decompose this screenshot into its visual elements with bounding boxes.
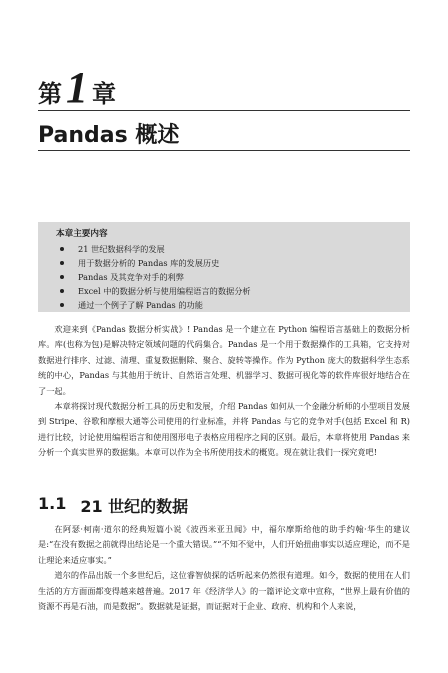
chapter-title: Pandas 概述 bbox=[38, 123, 180, 148]
chapter-number: 1 bbox=[66, 63, 88, 112]
intro-text bbox=[38, 322, 410, 461]
summary-heading: 本章主要内容 bbox=[56, 229, 108, 239]
bullet-icon bbox=[60, 261, 64, 265]
summary-item-text: 21 世纪数据科学的发展 bbox=[78, 244, 165, 254]
summary-item bbox=[56, 270, 396, 284]
intro-paragraph: 欢迎来到《Pandas 数据分析实战》! Pandas 是一个建立在 Python 编程语言基础上的数据分析库。库(也称为包)是解决特定领域问题的代码集合。Pandas 是一个用于数据操作的工具箱，它支持对数据进行排序、过滤、清理、重复数据删除、聚合、旋转等操作。作为 Python 庞大的数据科学生态系统的中心，Pandas 与其他用于统计、自然语言处理、机器学习、数据可视化等的软件库很好地结合在了一起。 bbox=[38, 324, 410, 396]
chapter-heading bbox=[38, 63, 116, 112]
summary-item-text: Pandas 及其竞争对手的利弊 bbox=[78, 272, 184, 282]
summary-item-text: 用于数据分析的 Pandas 库的发展历史 bbox=[78, 258, 220, 268]
bullet-icon bbox=[60, 289, 64, 293]
chapter-suffix: 章 bbox=[92, 80, 116, 108]
summary-item bbox=[56, 298, 396, 312]
section-paragraph: 道尔的作品出版一个多世纪后，这位睿智侦探的话听起来仍然很有道理。如今，数据的使用在人们生活的方方面面都变得越来越普遍。2017 年《经济学人》的一篇评论文章中宣称，“世界上最有价值的资源不再是石油，而是数据”。数据就是证据，而证据对于企业、政府、机构和个人来说， bbox=[38, 570, 410, 612]
chapter-rule-bottom bbox=[38, 150, 410, 151]
summary-item bbox=[56, 242, 396, 256]
section-text bbox=[38, 522, 410, 614]
summary-list bbox=[56, 242, 396, 312]
summary-item bbox=[56, 284, 396, 298]
bullet-icon bbox=[60, 275, 64, 279]
bullet-icon bbox=[60, 303, 64, 307]
chapter-prefix: 第 bbox=[38, 80, 62, 108]
section-number: 1.1 bbox=[38, 494, 67, 513]
chapter-rule-top bbox=[38, 110, 410, 111]
intro-paragraph: 本章将探讨现代数据分析工具的历史和发展，介绍 Pandas 如何从一个金融分析师的小型项目发展到 Stripe、谷歌和摩根大通等公司使用的行业标准，并将 Pandas 与它的竞争对手(包括 Excel 和 R)进行比较，讨论使用编程语言和使用图形电子表格应用程序之间的区别。最后，本章将使用 Pandas 来分析一个真实世界的数据集。本章可以作为全书所使用技术的概览。现在就让我们一探究竟吧! bbox=[38, 401, 410, 458]
summary-item-text: 通过一个例子了解 Pandas 的功能 bbox=[78, 300, 203, 310]
summary-item-text: Excel 中的数据分析与使用编程语言的数据分析 bbox=[78, 286, 251, 296]
section-title: 21 世纪的数据 bbox=[80, 497, 189, 516]
bullet-icon bbox=[60, 247, 64, 251]
chapter-summary-box bbox=[38, 222, 410, 312]
summary-item bbox=[56, 256, 396, 270]
section-paragraph: 在阿瑟·柯南·道尔的经典短篇小说《波西米亚丑闻》中，福尔摩斯给他的助手约翰·华生的建议是:“在没有数据之前就得出结论是一个重大错误。”“不知不觉中，人们开始扭曲事实以适应理论，而不是让理论来适应事实。” bbox=[38, 524, 410, 565]
section-heading bbox=[38, 494, 188, 517]
